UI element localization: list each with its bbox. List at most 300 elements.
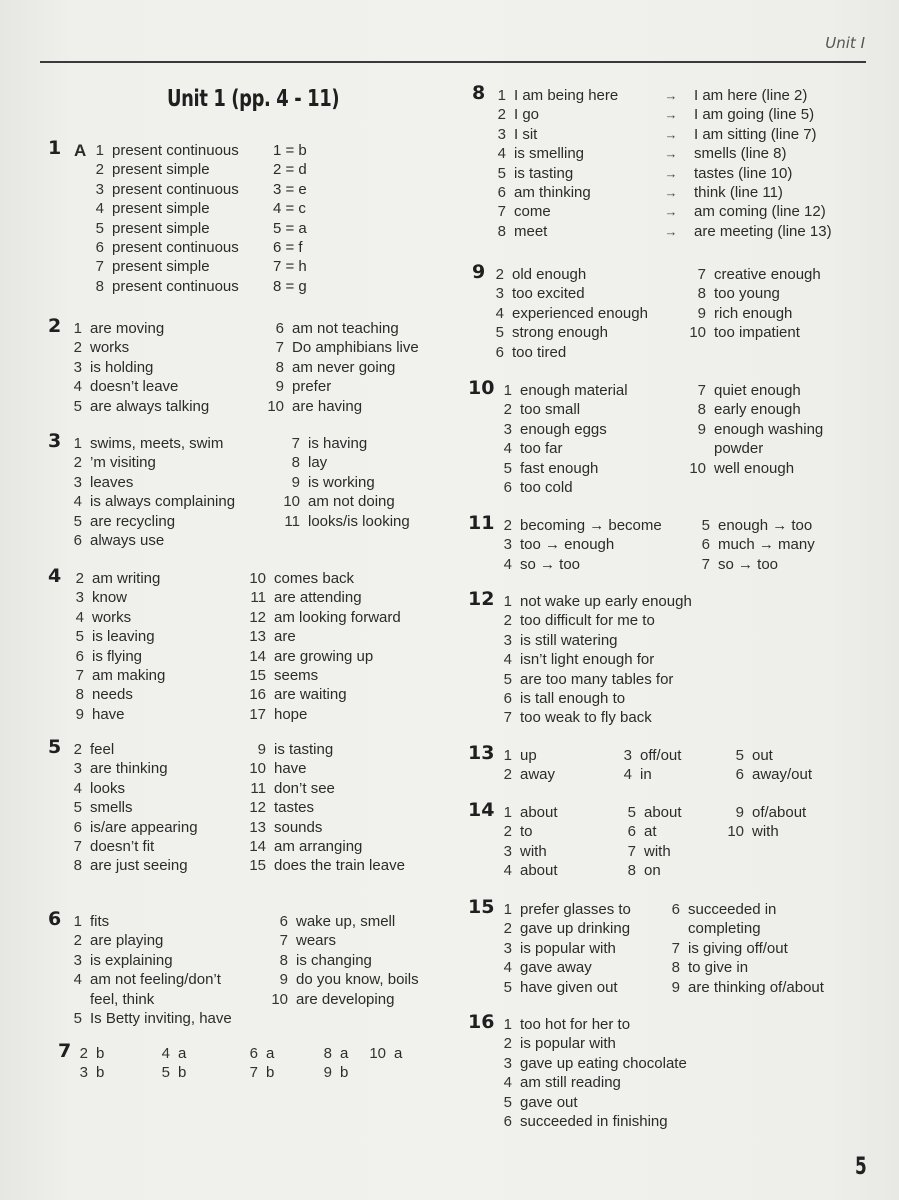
incorrect-form: come (514, 203, 551, 221)
arrow-right-icon: → (664, 146, 678, 162)
item-number: 2 (503, 920, 512, 938)
item-answer: is still watering (520, 631, 618, 649)
item-answer: about (520, 804, 558, 821)
answer-item (68, 492, 235, 511)
item-number: 7 (503, 709, 512, 727)
item-number: 5 (503, 978, 512, 996)
answer-item (244, 798, 405, 817)
item-number: 1 (503, 382, 512, 399)
item-number: 6 (73, 531, 82, 549)
item-answer: off/out (640, 747, 682, 764)
item-answer: are waiting (274, 686, 347, 704)
answer-item (244, 685, 401, 704)
answers-right (700, 516, 815, 574)
answer-item (90, 257, 239, 276)
item-answer: out (752, 747, 773, 764)
answers-list (502, 1015, 687, 1131)
item-number: 2 (73, 932, 82, 950)
item-answer: with (520, 842, 547, 860)
item-number: 6 (503, 689, 512, 707)
answer-item (273, 141, 307, 160)
item-number: 2 (497, 106, 506, 124)
item-answer: Do amphibians live (292, 339, 419, 357)
item-number: 3 (503, 631, 512, 649)
item-number: 13 (249, 628, 266, 646)
item-answer: so → too (718, 555, 779, 573)
item-number: 3 (503, 939, 512, 957)
answer-item (90, 199, 239, 218)
answer-item (502, 1054, 687, 1073)
item-answer: is tall enough to (520, 689, 626, 707)
item-answer: about (644, 804, 682, 821)
part-label: A (74, 141, 87, 160)
answer-item (273, 160, 307, 179)
answer-item (502, 535, 662, 554)
answer-item (273, 180, 307, 199)
answer-item (684, 459, 823, 478)
answer-item (502, 746, 555, 765)
item-answer: lay (308, 454, 328, 472)
item-answer: leaves (90, 473, 134, 491)
item-answer: at (644, 823, 657, 841)
answer-item (90, 141, 239, 160)
answers-left (502, 516, 662, 574)
answer-item (266, 970, 419, 989)
exercise-number: 5 (48, 736, 62, 758)
item-answer: are too many tables for (520, 670, 674, 688)
item-answer: 5 = a (273, 219, 307, 237)
answer-item (502, 765, 555, 784)
exercise-number: 6 (48, 908, 62, 930)
answer-item (70, 951, 232, 970)
answer-item (502, 1112, 687, 1131)
item-answer: enough material (520, 382, 628, 399)
answer-item (368, 1044, 402, 1063)
item-number (684, 439, 706, 458)
answer-item (684, 381, 823, 400)
item-answer: works (90, 339, 130, 357)
item-answer: too difficult for me to (520, 612, 655, 630)
answer-item (724, 803, 806, 822)
item-number: 8 (275, 358, 284, 376)
item-number: 4 (503, 440, 512, 458)
item-answer: are (274, 628, 296, 646)
answer-item (626, 842, 682, 861)
answer-item (70, 912, 232, 931)
item-number: 6 (75, 647, 84, 665)
correction-row (494, 105, 832, 124)
item-number: 5 (161, 1064, 170, 1082)
item-number: 15 (249, 857, 266, 875)
answer-item (266, 931, 419, 950)
item-answer: of/about (752, 804, 807, 821)
answer-item (244, 608, 401, 627)
arrow-right-icon: → (664, 88, 678, 103)
item-answer: experienced enough (512, 304, 648, 322)
item-number: 5 (73, 397, 82, 415)
answer-item (244, 666, 401, 685)
item-answer: comes back (274, 570, 355, 587)
item-answer: have given out (520, 978, 618, 996)
item-answer: is working (308, 473, 375, 491)
item-answer: 3 = e (273, 180, 307, 198)
answer-item (68, 377, 209, 396)
item-number: 7 (291, 435, 300, 452)
answer-item (244, 647, 401, 666)
arrow-right-icon: → (664, 204, 678, 220)
item-number: 6 (701, 536, 710, 554)
answers-right (244, 569, 401, 724)
item-number: 3 (503, 420, 512, 438)
answer-item (70, 627, 165, 646)
answers-col-2 (626, 803, 682, 881)
item-answer: b (266, 1064, 275, 1082)
item-answer: hope (274, 705, 308, 723)
item-number: 8 (279, 951, 288, 969)
answer-item (244, 759, 405, 778)
answer-item (494, 304, 648, 323)
item-answer: to give in (688, 959, 749, 977)
item-number: 6 (275, 320, 284, 337)
answer-item (90, 160, 239, 179)
item-number: 6 (249, 1045, 258, 1062)
item-answer: up (520, 747, 537, 764)
answer-item (70, 588, 165, 607)
item-answer: are attending (274, 589, 362, 607)
item-answer: is having (308, 435, 368, 452)
item-answer: creative enough (714, 266, 821, 283)
item-answer: present simple (112, 258, 210, 276)
item-number: 11 (250, 779, 266, 797)
answer-item (502, 919, 631, 938)
item-number: 9 (257, 741, 266, 758)
answer-item (274, 492, 410, 511)
item-number: 7 (701, 555, 710, 573)
corrected-form: are meeting (line 13) (694, 222, 832, 240)
exercise-number: 12 (468, 588, 495, 610)
corrected-form: I am going (line 5) (694, 106, 815, 124)
answer-item (684, 265, 821, 284)
item-answer: are just seeing (90, 857, 188, 875)
answer-item (266, 951, 419, 970)
answer-item (258, 377, 419, 396)
answers-left (502, 900, 631, 997)
exercise-number: 3 (48, 430, 62, 452)
answer-item (668, 978, 824, 997)
item-answer: a (178, 1045, 187, 1062)
item-number: 8 (291, 454, 300, 472)
answer-item (502, 708, 692, 727)
item-number: 4 (503, 1074, 512, 1092)
item-number: 7 (671, 939, 680, 957)
item-answer: fits (90, 913, 110, 930)
item-answer: is popular with (520, 939, 616, 957)
item-number: 2 (503, 517, 512, 534)
item-number: 3 (497, 125, 506, 143)
item-answer: are thinking (90, 760, 168, 778)
item-answer: enough → too (718, 517, 813, 534)
item-number: 4 (161, 1045, 170, 1062)
item-number: 3 (503, 536, 512, 554)
answer-item (70, 818, 198, 837)
item-answer: succeeded in finishing (520, 1112, 668, 1130)
item-number: 6 (279, 913, 288, 930)
corrected-form: think (line 11) (694, 183, 783, 201)
item-number: 6 (95, 238, 104, 256)
item-answer: gave up eating chocolate (520, 1054, 687, 1072)
item-answer: have (274, 760, 307, 778)
correction-row (494, 86, 832, 105)
item-number: 5 (495, 324, 504, 342)
item-number: 9 (697, 420, 706, 438)
item-number: 12 (249, 799, 266, 817)
exercise-number: 2 (48, 315, 62, 337)
answer-item (502, 420, 628, 439)
item-answer: succeeded in (688, 901, 777, 918)
answer-item (273, 219, 307, 238)
item-number: 14 (249, 647, 266, 665)
item-answer: needs (92, 686, 133, 704)
item-answer: works (92, 608, 132, 626)
corrections-list (494, 86, 832, 241)
item-answer: so → too (520, 555, 581, 573)
item-answer: am never going (292, 358, 396, 376)
answers-right (258, 319, 419, 416)
answer-item (244, 569, 401, 588)
item-answer: looks (90, 779, 126, 797)
answer-item (502, 592, 692, 611)
item-answer: am not feeling/don’t (90, 971, 221, 989)
item-answer: well enough (714, 459, 795, 477)
answer-item (258, 338, 419, 357)
item-number: 6 (495, 343, 504, 361)
answer-item (502, 670, 692, 689)
item-number: 5 (503, 670, 512, 688)
corrected-form: tastes (line 10) (694, 164, 793, 182)
item-number: 2 (503, 612, 512, 630)
item-answer: isn’t light enough for (520, 651, 655, 669)
item-number: 10 (249, 760, 266, 778)
answer-item (76, 1044, 104, 1063)
item-number: 2 (503, 823, 512, 841)
corrected-form: smells (line 8) (694, 145, 787, 163)
item-number: 7 (275, 339, 284, 357)
answer-item (626, 803, 682, 822)
item-number: 7 (497, 203, 506, 221)
answers-col-4 (320, 1044, 348, 1083)
item-number: 5 (701, 517, 710, 534)
item-answer: early enough (714, 401, 801, 419)
item-number: 3 (503, 842, 512, 860)
item-number: 8 (627, 862, 636, 880)
item-answer: gave up drinking (520, 920, 631, 938)
exercise-number: 16 (468, 1011, 495, 1033)
answer-item (502, 650, 692, 669)
item-answer: don’t see (274, 779, 335, 797)
item-answer: completing (688, 920, 761, 938)
item-number: 4 (503, 959, 512, 977)
item-answer: too weak to fly back (520, 709, 652, 727)
answers-left (68, 319, 209, 416)
item-answer: 8 = g (273, 277, 307, 295)
item-answer: wake up, smell (296, 913, 396, 930)
item-number: 8 (671, 959, 680, 977)
arrow-right-icon: → (664, 165, 678, 181)
item-answer: know (92, 589, 128, 607)
item-number: 6 (735, 766, 744, 784)
answer-item (274, 453, 410, 472)
item-number (668, 919, 680, 938)
answer-item (622, 746, 681, 765)
running-head: Unit I (825, 34, 865, 52)
answer-item (70, 647, 165, 666)
item-number: 1 (95, 142, 104, 159)
answer-item (68, 453, 235, 472)
item-answer: on (644, 862, 661, 880)
item-number: 9 (671, 978, 680, 996)
answer-item (274, 473, 410, 492)
answer-item (320, 1044, 348, 1063)
item-number: 3 (75, 589, 84, 607)
item-number: 10 (271, 990, 288, 1008)
incorrect-form: I am being here (514, 87, 619, 104)
item-number: 8 (75, 686, 84, 704)
answer-item (244, 588, 401, 607)
answer-item (70, 856, 198, 875)
item-number: 7 (249, 1064, 258, 1082)
exercise-number: 15 (468, 896, 495, 918)
item-number: 3 (95, 180, 104, 198)
answer-item (70, 990, 232, 1009)
item-number: 3 (623, 747, 632, 764)
answers-col-1 (502, 746, 555, 785)
item-number: 11 (284, 512, 300, 530)
answer-item (258, 397, 419, 416)
item-answer: quiet enough (714, 382, 801, 399)
answer-item (626, 861, 682, 880)
item-number: 4 (623, 766, 632, 784)
answer-item (70, 837, 198, 856)
answer-item (68, 397, 209, 416)
answers-right (266, 912, 419, 1009)
item-number: 15 (249, 666, 266, 684)
item-answer: too cold (520, 478, 573, 496)
item-answer: is holding (90, 358, 154, 376)
item-number: 17 (249, 705, 266, 723)
answers-right (244, 740, 405, 876)
item-answer: always use (90, 531, 165, 549)
answer-item (244, 818, 405, 837)
item-number: 9 (697, 304, 706, 322)
page-number: 5 (855, 1152, 867, 1180)
corrected-form: I am here (line 2) (694, 87, 808, 104)
answer-item (684, 284, 821, 303)
answer-item (273, 277, 307, 296)
item-number: 13 (249, 818, 266, 836)
answer-item (244, 856, 405, 875)
item-number: 6 (503, 478, 512, 496)
item-answer: fast enough (520, 459, 599, 477)
answer-item (244, 705, 401, 724)
item-answer: am not doing (308, 493, 395, 511)
answer-item (70, 685, 165, 704)
answers-left (70, 740, 198, 876)
answers-list (502, 592, 692, 728)
item-number: 5 (735, 747, 744, 764)
item-number: 11 (250, 589, 266, 607)
item-number: 10 (249, 570, 266, 587)
answer-item (158, 1063, 186, 1082)
answers-left (70, 569, 165, 724)
item-number: 4 (503, 862, 512, 880)
answer-item (494, 284, 648, 303)
item-number: 10 (689, 324, 706, 342)
item-answer: too → enough (520, 536, 615, 554)
arrow-right-icon: → (664, 126, 678, 142)
answer-item (502, 478, 628, 497)
item-answer: present simple (112, 200, 210, 218)
item-answer: does the train leave (274, 857, 405, 875)
answer-item (90, 180, 239, 199)
answer-item (70, 1009, 232, 1028)
answer-item (273, 238, 307, 257)
item-answer: powder (714, 440, 764, 458)
answer-item (622, 765, 681, 784)
answer-item (68, 531, 235, 550)
item-number: 9 (75, 705, 84, 723)
answer-item (90, 219, 239, 238)
item-number: 3 (73, 473, 82, 491)
incorrect-form: I go (514, 106, 540, 124)
item-number: 7 (697, 382, 706, 399)
item-answer: gave away (520, 959, 592, 977)
item-answer: doesn’t fit (90, 837, 155, 855)
item-number: 8 (697, 285, 706, 303)
item-answer: is popular with (520, 1035, 616, 1053)
item-answer: is always complaining (90, 493, 236, 511)
answer-item (502, 516, 662, 535)
item-number: 8 (497, 222, 506, 240)
answer-item (68, 319, 209, 338)
answer-item (266, 912, 419, 931)
answers-left (502, 381, 628, 497)
item-answer: prefer (292, 378, 332, 396)
answer-item (502, 1073, 687, 1092)
answer-item (684, 323, 821, 342)
answer-item (246, 1063, 274, 1082)
answer-item (70, 798, 198, 817)
exercise-number: 11 (468, 512, 495, 534)
answer-item (70, 608, 165, 627)
item-number: 8 (323, 1045, 332, 1062)
answer-item (502, 381, 628, 400)
exercise-number: 7 (58, 1040, 72, 1062)
item-number: 16 (249, 686, 266, 704)
item-answer: too young (714, 285, 780, 303)
item-answer: 7 = h (273, 258, 307, 276)
item-answer: am not teaching (292, 320, 399, 337)
item-answer: old enough (512, 266, 587, 283)
answer-item (684, 420, 823, 439)
incorrect-form: am thinking (514, 183, 591, 201)
item-number: 2 (95, 161, 104, 179)
item-answer: a (394, 1045, 403, 1062)
answer-item (502, 1034, 687, 1053)
answer-item (244, 627, 401, 646)
item-answer: gave out (520, 1093, 578, 1111)
item-answer: enough eggs (520, 420, 607, 438)
answers-left (70, 912, 232, 1028)
